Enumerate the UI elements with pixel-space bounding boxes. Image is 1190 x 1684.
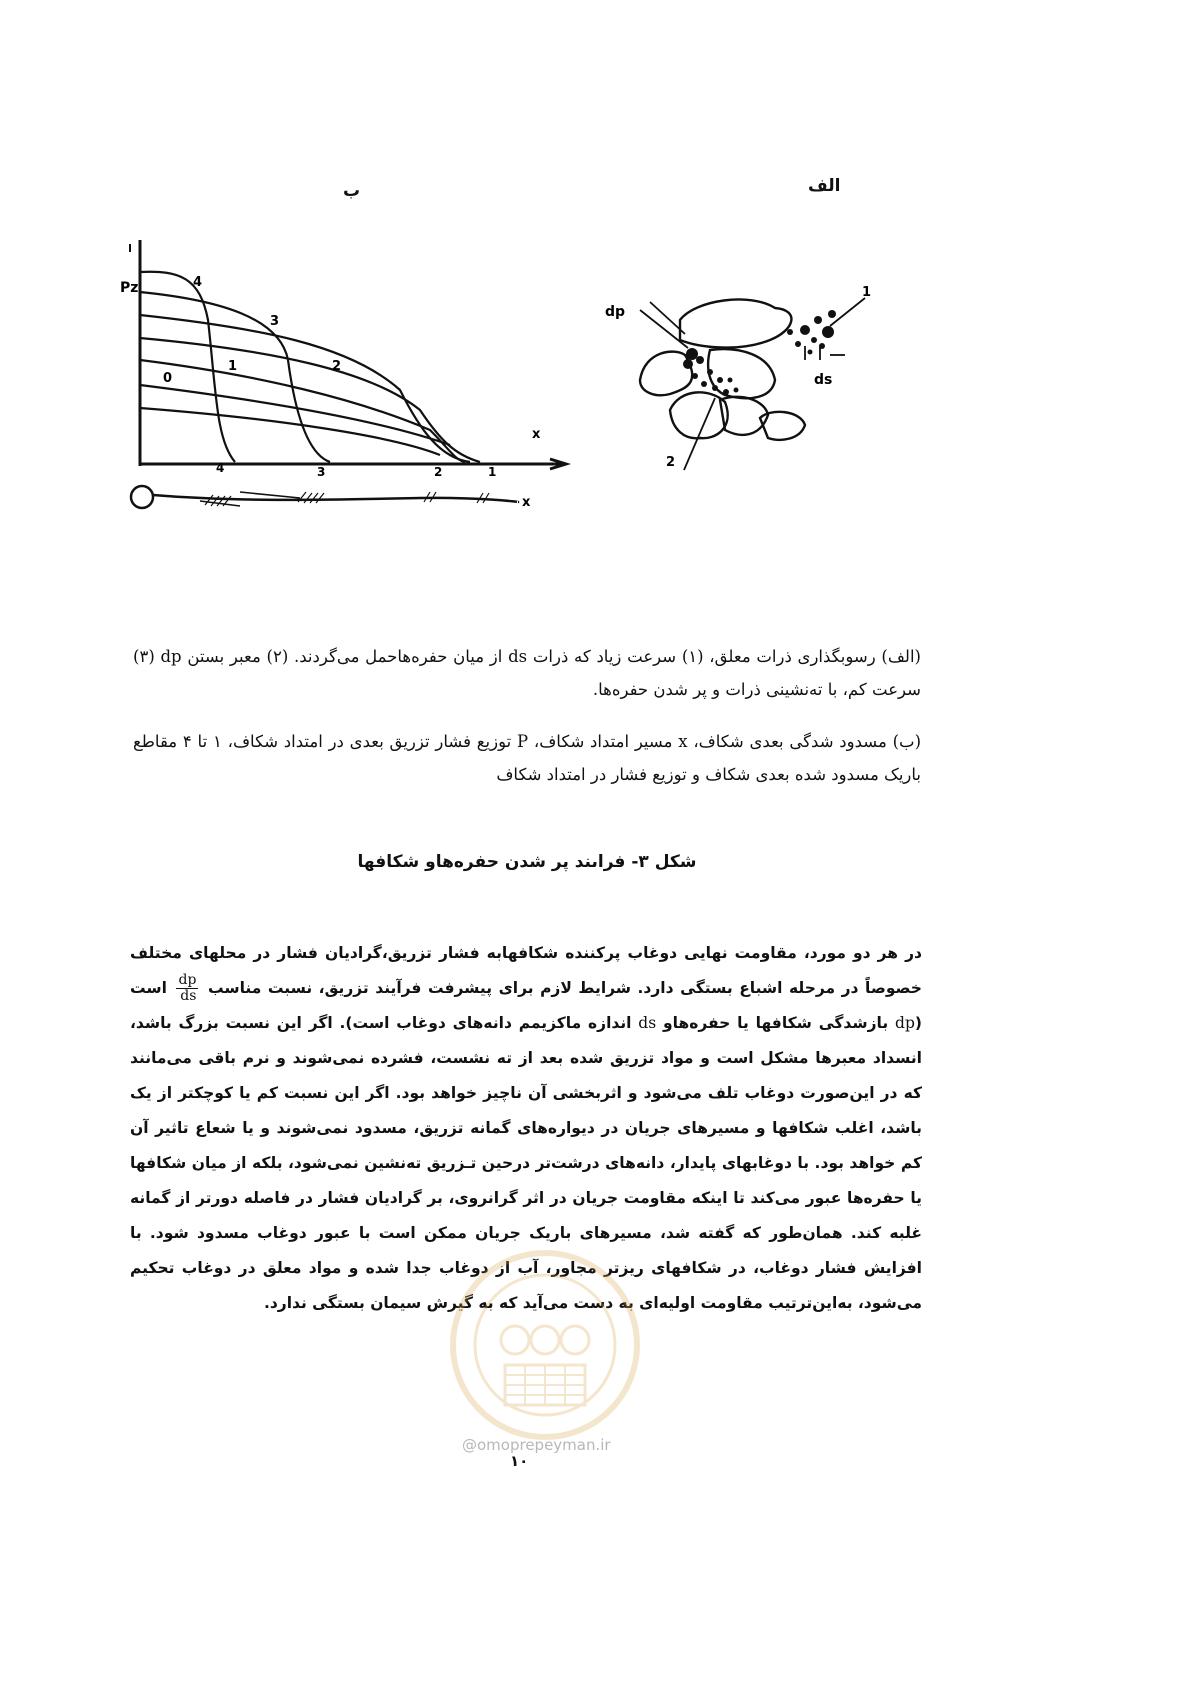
body-text-3: بازشدگی شکافها یا حفره‌هاو	[663, 1014, 889, 1032]
bar-x-label: x	[522, 495, 531, 510]
caption-b-p: P	[516, 732, 529, 751]
page-number: ۱۰	[510, 1452, 529, 1470]
body-text-4: اندازه ماکزیمم دانه‌های دوغاب است). اگر این نسبت بزرگ باشد، انسداد معبرها مشکل است و مواد تزریق شده بعد از ته نشست، فشرده نمی‌شوند و نرم باقی می‌مانند که در این‌صورت دوغاب تلف می‌شود و اثربخشی آن ناچیز خواهد بود. اگر این نسبت کم یا کوچکتر از یک باشد، اغلب شکافها و مسیرهای جریان در دیواره‌های گمانه تزریق، مسدود نمی‌شوند و یا شعاع تاثیر آن کم خواهد بود. با دوغابهای پایدار، دانه‌های درشت‌تر درحین تـزریق ته‌نشین نمی‌شود، بلکه از میان شکافها یا حفره‌ها عبور می‌کند تا اینکه مقاومت جریان در اثر گرانروی، بر گرادیان فشار در فاصله دورتر از گمانه غلبه کند. همان‌طور که گفته شد، مسیرهای باریک جریان ممکن است با عبور دوغاب مسدود شود. با افزایش فشار دوغاب، در شکافهای ریزتر مجاور، آب از دوغاب جدا شده و مواد معلق در دوغاب تحکیم می‌شود، به‌این‌ترتیب مقاومت اولیه‌ای به دست می‌آید که به گیرش سیمان بستگی ندارد.	[130, 1014, 922, 1312]
ratio-fraction	[176, 973, 198, 1004]
pressure-diagram	[120, 240, 590, 560]
caption-a-text-1: (الف) رسوبگذاری ذرات معلق، (۱) سرعت زیاد که ذرات	[532, 647, 921, 666]
caption-b-text-1: (ب) مسدود شدگی بعدی شکاف،	[693, 732, 922, 751]
bar-label-2: 2	[434, 465, 443, 479]
label-dp: dp	[605, 304, 626, 320]
bar-label-3: 3	[317, 465, 326, 479]
axis-x-label: x	[532, 427, 541, 442]
caption-b-text-3: توزیع فشار تزریق بعدی در امتداد شکاف، ۱ تا ۴ مقاطع باریک مسدود شده بعدی شکاف و توزیع فشار در امتداد شکاف	[133, 732, 921, 784]
label-2: 2	[666, 455, 676, 470]
fracture-bar	[131, 486, 518, 508]
caption-b-text-2: مسیر امتداد شکاف،	[533, 732, 673, 751]
caption-a-ds: ds	[508, 647, 528, 666]
caption-a-text-2: از میان حفره‌هاحمل می‌گردند. (۲) معبر بستن	[187, 647, 503, 666]
caption-a-dp: dp	[160, 647, 182, 666]
bar-label-4: 4	[216, 461, 225, 475]
body-dp: dp	[895, 1014, 915, 1032]
figure-label-a: الف	[808, 176, 841, 196]
figure-label-b: ب	[343, 181, 361, 201]
curve-label-0: 0	[163, 371, 173, 386]
axis-y-label: Pz	[120, 280, 139, 296]
curve-label-4: 4	[193, 275, 203, 290]
figure-caption-b	[133, 725, 921, 791]
bar-label-1: 1	[488, 465, 497, 479]
caption-b-x: x	[678, 732, 688, 751]
label-1: 1	[862, 285, 872, 300]
curve-label-1: 1	[228, 359, 238, 374]
pore-diagram	[600, 280, 910, 500]
curve-label-2: 2	[332, 359, 342, 374]
label-ds: ds	[814, 372, 833, 388]
caption-a-text-3: (۳) سرعت کم، با ته‌نشینی ذرات و پر شدن حفره‌ها.	[133, 647, 921, 699]
curve-label-3: 3	[270, 314, 280, 329]
pressure-curves	[140, 272, 480, 462]
figure-title: شکل ۳- فراىند پر شدن حفره‌هاو شکافها	[357, 852, 697, 872]
fraction-denominator: ds	[180, 988, 197, 1004]
watermark-text: @omoprepeyman.ir	[462, 1436, 611, 1454]
watermark-seal	[445, 1245, 645, 1445]
grains	[640, 299, 805, 439]
body-ds: ds	[638, 1014, 657, 1032]
body-text-2: است (	[130, 979, 922, 1032]
figure-caption-a	[133, 640, 921, 706]
body-text-1: در هر دو مورد، مقاومت نهایی دوغاب پرکننده شکافهابه فشار تزریق،گرادیان فشار در محلهای مختلف خصوصاً در مرحله اشباع بستگی دارد. شرایط لازم برای پیشرفت فرآیند تزریق، نسبت مناسب	[130, 944, 922, 997]
fraction-numerator: dp	[178, 972, 197, 988]
